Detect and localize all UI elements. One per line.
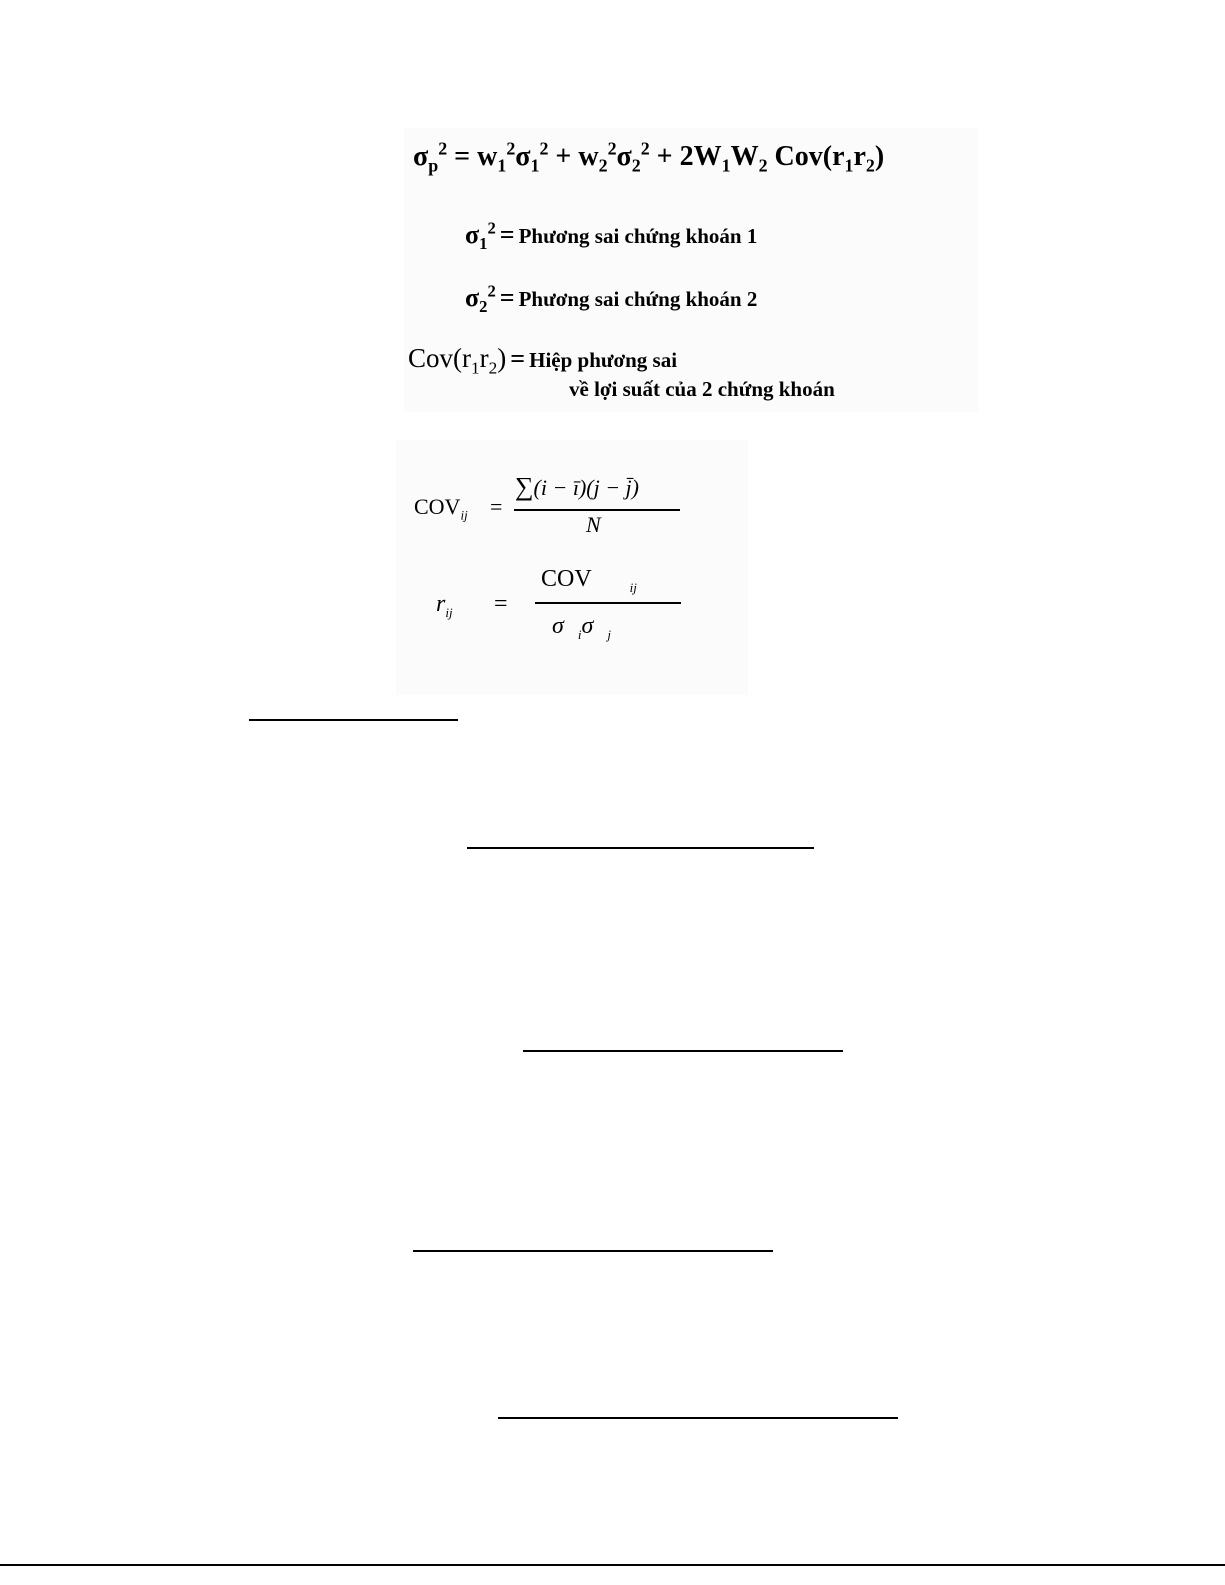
- cov-formula-eq: =: [490, 494, 503, 519]
- corr-formula-fraction-bar: [535, 602, 681, 604]
- underline-rule-2: [467, 847, 814, 849]
- corr-formula-lhs: $r_{ij}$: [436, 591, 453, 620]
- footer-rule: [0, 1564, 1225, 1566]
- definition-covariance-line2: về lợi suất của 2 chứng khoán: [569, 377, 835, 401]
- definition-sigma1: $\sigma_1^2$ = Phương sai chứng khoán 1: [465, 218, 758, 254]
- corr-formula-numerator: COV $_{ij}$: [541, 566, 637, 595]
- cov-formula-lhs: $COV_{ij}$: [414, 494, 468, 523]
- underline-rule-5: [498, 1417, 898, 1419]
- underline-rule-4: [413, 1250, 773, 1252]
- portfolio-variance-formula: $\sigma_p^2 = w_1^2\sigma_1^2 + w_2^2\sigma_2^2 + 2W_1W_2$ $Cov(r_1r_2)$: [413, 138, 885, 176]
- cov-formula-denominator: N: [586, 512, 601, 537]
- corr-formula-eq: =: [494, 591, 508, 617]
- corr-formula-denominator: σ $_i$σ $_j$: [552, 613, 611, 642]
- underline-rule-3: [523, 1050, 843, 1052]
- underline-rule-1: [249, 719, 458, 721]
- cov-formula-fraction-bar: [514, 509, 680, 511]
- definition-sigma2: $\sigma_2^2$ = Phương sai chứng khoán 2: [465, 281, 758, 317]
- definition-covariance: $Cov(r_1r_2)$ = Hiệp phương sai: [408, 343, 678, 378]
- cov-formula-numerator: ∑(i − ī)(j − j̄): [515, 472, 639, 501]
